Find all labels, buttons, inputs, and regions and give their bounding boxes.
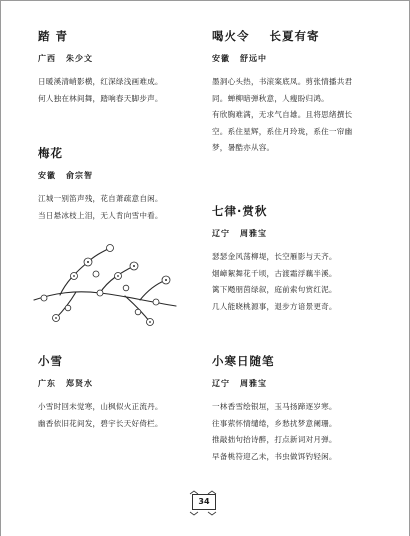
author-name: 俞宗智	[66, 170, 93, 180]
poem-line: 有欣胸难满，无求气自雄。且将思绪撰长	[212, 110, 353, 119]
author-region: 广东	[38, 378, 56, 388]
poem-tajing	[38, 28, 163, 107]
poem-line: 江城一别笛声残，花自萧疏意自闲。	[38, 194, 163, 203]
author-region: 安徽	[38, 170, 56, 180]
poem-hehuoling	[212, 28, 352, 157]
poem-line: 篱下飏朋茵绿叙，庭前索句赏红泥。	[212, 285, 337, 294]
author-name: 舒远中	[240, 53, 267, 63]
page-border-left	[0, 0, 1, 536]
page-number	[188, 490, 218, 516]
author-name: 周雅宝	[240, 228, 267, 238]
poem-line: 墨洞心头热，书滚案底凤。剪张情播共君	[212, 77, 353, 86]
author-name: 周雅宝	[240, 378, 267, 388]
poem-author	[38, 378, 163, 389]
plum-blossom-illustration	[30, 238, 180, 328]
poem-line: 往事萦怀情缱绻，乡愁扰梦意阑珊。	[212, 418, 337, 428]
poem-line: 烟嶂絮舞花千顷，古渡霜浮藕半溪。	[212, 268, 337, 278]
author-name: 郑贤水	[66, 378, 93, 388]
poem-line: 同。蝉柳暗弹秋意，人瘦盼归鸿。	[212, 93, 329, 103]
poem-title: 踏 青	[38, 29, 69, 43]
poem-author	[38, 170, 163, 181]
poem-title: 小寒日随笔	[212, 354, 275, 368]
poem-author	[212, 228, 337, 239]
poem-author	[212, 378, 337, 389]
author-name: 朱少文	[66, 53, 93, 63]
poem-line: 瑟瑟金风荡柳堤，长空雁影与天齐。	[212, 252, 337, 261]
poem-line: 日暖溪清峭影横，红深绿浅画难成。	[38, 77, 163, 86]
poem-xiaohan	[212, 353, 337, 465]
poem-line: 空。系住星辉，系住月玲珑，系住一帘幽	[212, 126, 353, 136]
page-number-value: 34	[192, 494, 216, 510]
poem-author	[212, 53, 352, 64]
author-region: 安徽	[212, 53, 230, 63]
poem-line: 何人独在林间舞，踏响春天脚步声。	[38, 93, 163, 103]
poem-author	[38, 53, 163, 64]
poem-title: 喝火令 长夏有寄	[212, 29, 320, 43]
author-region: 广西	[38, 53, 56, 63]
poem-shangqiu	[212, 203, 337, 315]
poem-meihua	[38, 145, 163, 224]
poem-title: 小雪	[38, 354, 63, 368]
page-border-top	[0, 0, 410, 1]
poem-line: 推敲拙句抬诗醉，打点新词对月弹。	[212, 435, 337, 444]
author-region: 辽宁	[212, 378, 230, 388]
poem-line: 几人能晓桃源事，退步方谙景更奇。	[212, 301, 337, 311]
poem-line: 一林香雪绘银垣，玉马扬蹄逐岁寒。	[212, 402, 337, 411]
poem-line: 当日悬冰枝上泪，无人肯向雪中看。	[38, 210, 163, 220]
poem-xiaoxue	[38, 353, 163, 432]
poem-line: 幽香依旧花间发，碧宇长天好倚栏。	[38, 418, 163, 428]
author-region: 辽宁	[212, 228, 230, 238]
poem-title: 七律·赏秋	[212, 204, 268, 218]
poem-title: 梅花	[38, 146, 63, 160]
poem-line: 小雪时回未觉寒，山枫似火正流丹。	[38, 402, 163, 411]
poem-line: 早备桃符迎乙未，书虫做饵钓轻闲。	[212, 451, 337, 461]
poem-line: 梦，暑酷亦从容。	[212, 143, 275, 152]
